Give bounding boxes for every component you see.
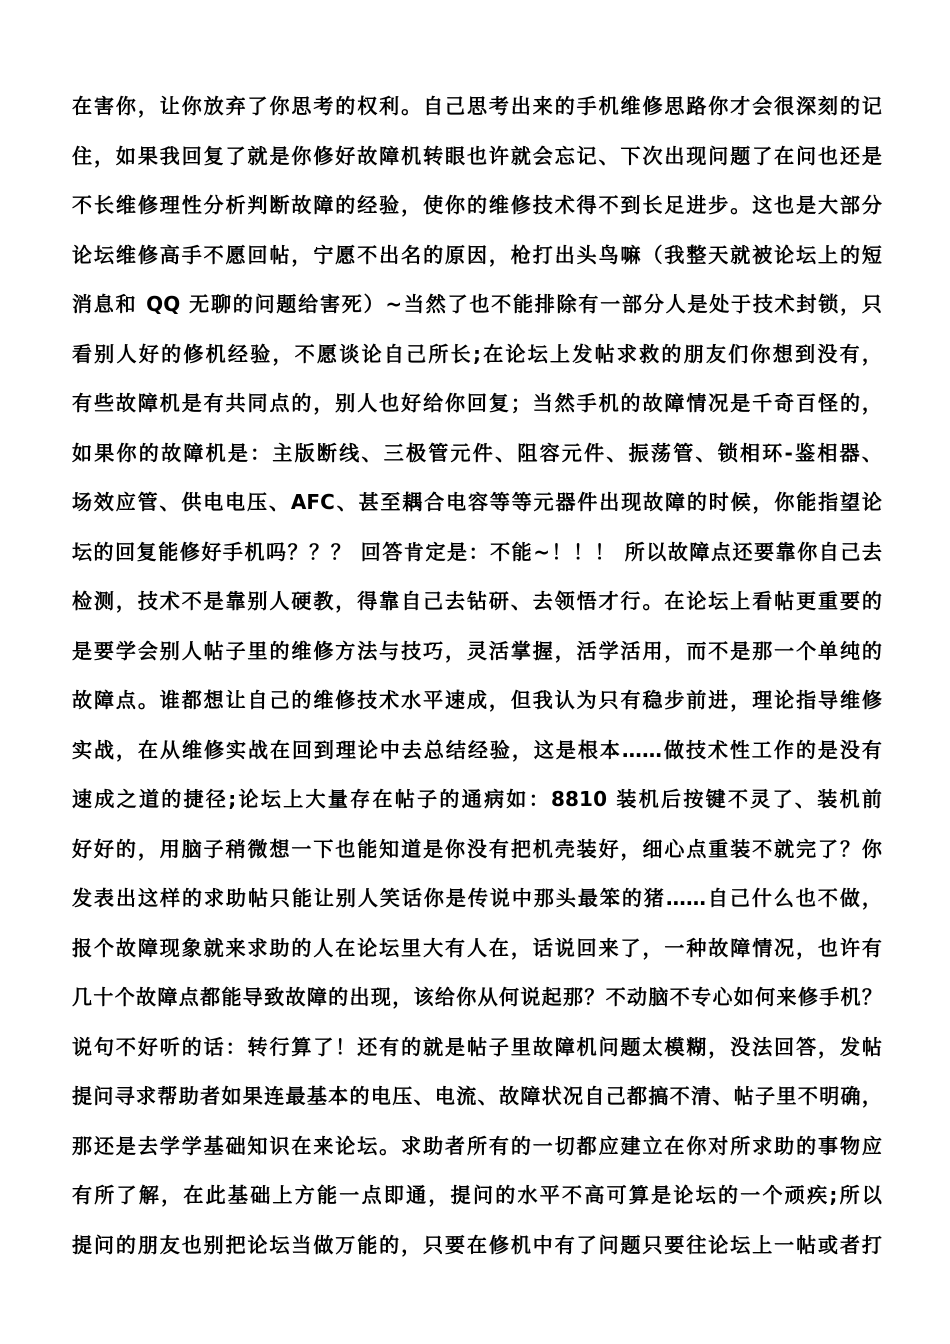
text-line: 场效应管、供电电压、AFC、甚至耦合电容等等元器件出现故障的时候，你能指望论 [72,490,882,514]
text-line: 住，如果我回复了就是你修好故障机转眼也许就会忘记、下次出现问题了在问也还是 [72,143,882,168]
text-line: 不长维修理性分析判断故障的经验，使你的维修技术得不到长足进步。这也是大部分 [72,193,882,217]
text-line: 有所了解，在此基础上方能一点即通，提问的水平不高可算是论坛的一个顽疾;所以 [72,1183,882,1207]
text-line: 有些故障机是有共同点的，别人也好给你回复；当然手机的故障情况是千奇百怪的， [72,391,882,415]
text-line: 几十个故障点都能导致故障的出现，该给你从何说起那？不动脑不专心如何来修手机？ [72,985,882,1009]
text-line: 看别人好的修机经验，不愿谈论自己所长;在论坛上发帖求救的朋友们你想到没有， [72,341,882,366]
text-line: 报个故障现象就来求助的人在论坛里大有人在，话说回来了，一种故障情况，也许有 [72,935,882,960]
body-text [72,82,882,1270]
text-line: 是要学会别人帖子里的维修方法与技巧，灵活掌握，活学活用，而不是那一个单纯的 [72,638,882,663]
text-line: 消息和 QQ 无聊的问题给害死）~当然了也不能排除有一部分人是处于技术封锁，只 [72,292,882,316]
text-line: 提问的朋友也别把论坛当做万能的，只要在修机中有了问题只要往论坛上一帖或者打 [72,1232,882,1257]
text-line: 说句不好听的话：转行算了！还有的就是帖子里故障机问题太模糊，没法回答，发帖 [72,1034,882,1059]
text-line: 好好的，用脑子稍微想一下也能知道是你没有把机壳装好，细心点重装不就完了？你 [72,836,882,861]
text-line: 实战，在从维修实战在回到理论中去总结经验，这是根本……做技术性工作的是没有 [72,737,882,762]
text-line: 那还是去学学基础知识在来论坛。求助者所有的一切都应建立在你对所求助的事物应 [72,1133,882,1158]
text-line: 发表出这样的求助帖只能让别人笑话你是传说中那头最笨的猪……自己什么也不做， [72,886,882,910]
text-line: 检测，技术不是靠别人硬教，得靠自己去钻研、去领悟才行。在论坛上看帖更重要的 [72,589,882,613]
text-line: 在害你，让你放弃了你思考的权利。自己思考出来的手机维修思路你才会很深刻的记 [72,94,882,118]
text-line: 故障点。谁都想让自己的维修技术水平速成，但我认为只有稳步前进，理论指导维修 [72,688,882,712]
text-line: 速成之道的捷径;论坛上大量存在帖子的通病如：8810 装机后按键不灵了、装机前 [72,787,882,811]
text-line: 提问寻求帮助者如果连最基本的电压、电流、故障状况自己都搞不清、帖子里不明确， [72,1084,882,1108]
text-line: 如果你的故障机是：主版断线、三极管元件、阻容元件、振荡管、锁相环-鉴相器、 [72,440,882,465]
text-line: 坛的回复能修好手机吗？？？ 回答肯定是：不能~！！！ 所以故障点还要靠你自己去 [72,539,882,564]
text-line: 论坛维修高手不愿回帖，宁愿不出名的原因，枪打出头鸟嘛（我整天就被论坛上的短 [72,242,882,267]
